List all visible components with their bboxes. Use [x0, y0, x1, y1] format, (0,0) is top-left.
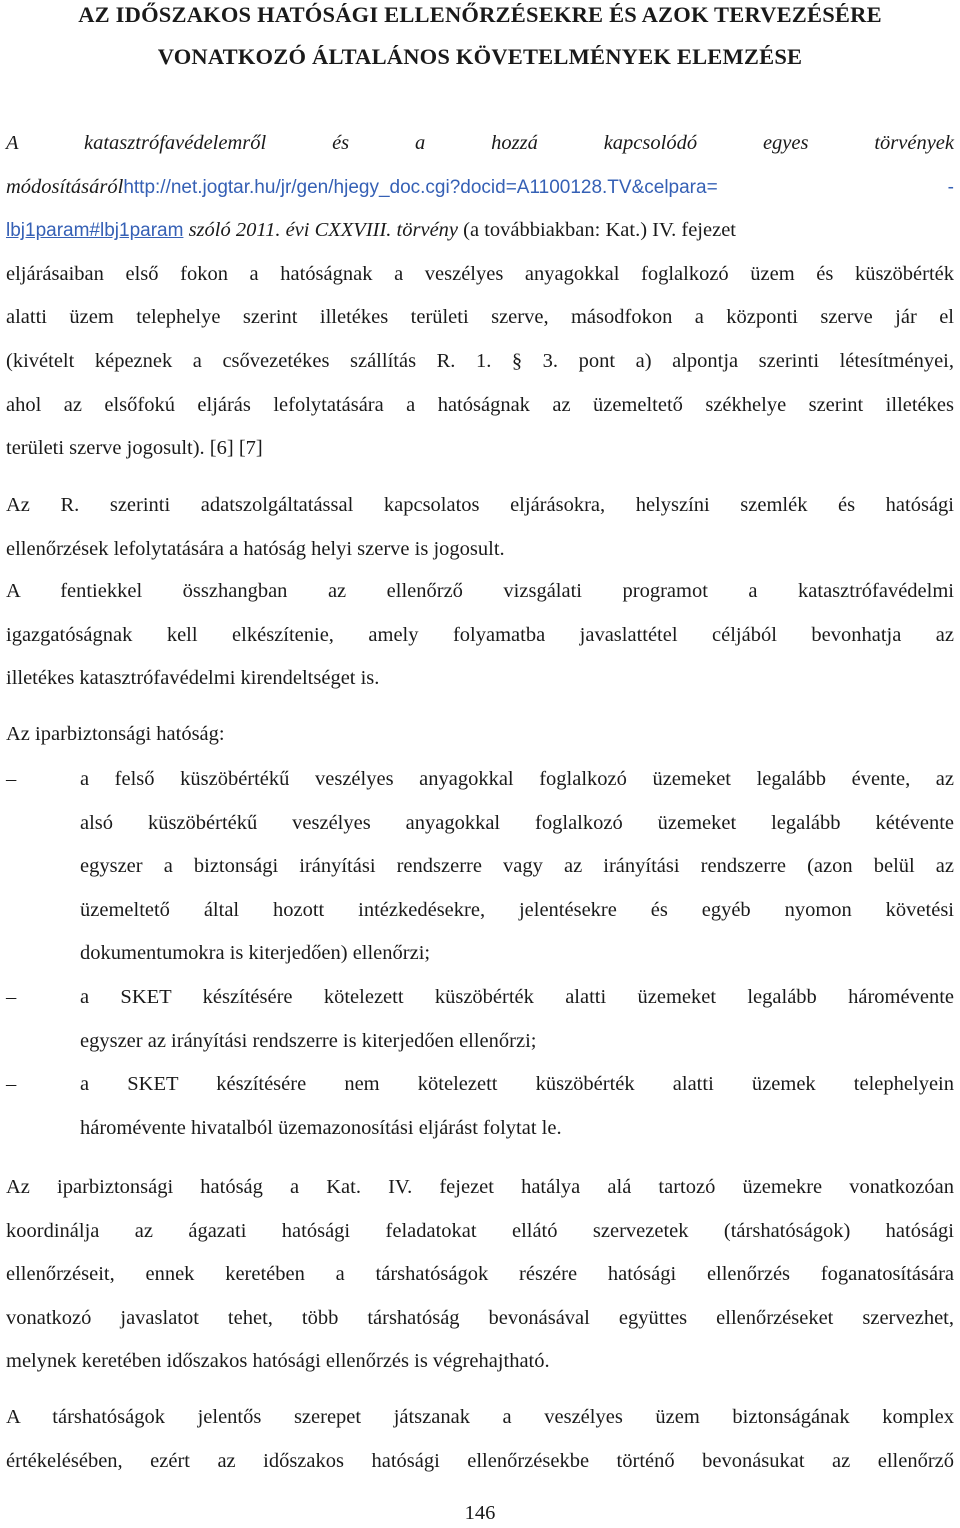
paragraph-line: ellenőrzéseit, ennek keretében a társhatóságok részére hatósági ellenőrzés foganatosítására	[6, 1263, 954, 1286]
list-item-line: egyszer a biztonsági irányítási rendszerre vagy az irányítási rendszerre (azon belül az	[80, 855, 954, 878]
list-item	[6, 758, 954, 976]
paragraph-coordination	[6, 1166, 954, 1384]
paragraph-line: Az iparbiztonsági hatóság:	[6, 723, 225, 745]
dash-bullet-icon: –	[6, 768, 17, 790]
list-item-line: a SKET készítésére kötelezett küszöbérték alatti üzemeket legalább háromévente	[80, 985, 954, 1008]
paragraph-line: illetékes katasztrófavédelmi kirendeltséget is.	[6, 667, 380, 690]
paragraph-line: A katasztrófavédelemről és a hozzá kapcsolódó egyes törvények	[6, 132, 954, 154]
paragraph-line: eljárásaiban első fokon a hatóságnak a veszélyes anyagokkal foglalkozó üzem és küszöbérték	[6, 262, 954, 285]
paragraph-line: ellenőrzések lefolytatására a hatóság helyi szerve is jogosult.	[6, 537, 505, 560]
heading-line-1: AZ IDŐSZAKOS HATÓSÁGI ELLENŐRZÉSEKRE ÉS AZOK TERVEZÉSÉRE	[78, 2, 882, 27]
page-number: 146	[464, 1502, 496, 1524]
paragraph-line: vonatkozó javaslatot tehet, több társhatóság bevonásával együttes ellenőrzéseket szervezhet,	[6, 1306, 954, 1329]
paragraph-data-reporting	[6, 484, 954, 571]
link-continuation[interactable]: -	[947, 176, 954, 198]
list-item-line: alsó küszöbértékű veszélyes anyagokkal foglalkozó üzemeket legalább kétévente	[80, 811, 954, 834]
jogtar-link-anchor[interactable]: lbj1param#lbj1param	[6, 220, 184, 242]
paragraph-inspection-program	[6, 570, 954, 701]
law-title-italic: szóló 2011. évi CXXVIII. törvény	[183, 219, 459, 242]
paragraph-line: (kivételt képeznek a csővezetékes szállítás R. 1. § 3. pont a) alpontja szerinti létesítményei,	[6, 349, 954, 372]
paragraph-line: területi szerve jogosult). [6] [7]	[6, 437, 263, 460]
paragraph-line: A társhatóságok jelentős szerepet játszanak a veszélyes üzem biztonságának komplex	[6, 1406, 954, 1428]
list-item-line: háromévente hivatalból üzemazonosítási eljárást folytat le.	[80, 1116, 562, 1139]
paragraph-line: A fentiekkel összhangban az ellenőrző vizsgálati programot a katasztrófavédelmi	[6, 580, 954, 602]
heading-line-2: VONATKOZÓ ÁLTALÁNOS KÖVETELMÉNYEK ELEMZÉSE	[157, 44, 803, 69]
paragraph-line: értékelésében, ezért az időszakos hatósági ellenőrzésekbe történő bevonásukat az ellenőrző	[6, 1449, 954, 1472]
paragraph-line: Az iparbiztonsági hatóság a Kat. IV. fejezet hatálya alá tartozó üzemekre vonatkozóan	[6, 1176, 954, 1198]
paragraph-line	[6, 166, 954, 210]
paragraph-line: igazgatóságnak kell elkészítenie, amely folyamatba javaslattétel céljából bevonhatja az	[6, 623, 954, 646]
list-item	[6, 1063, 954, 1150]
law-abbreviation-text: (a továbbiakban: Kat.) IV. fejezet	[458, 219, 736, 242]
list-item-line: a felső küszöbértékű veszélyes anyagokkal foglalkozó üzemeket legalább évente, az	[80, 768, 954, 790]
list-item	[6, 976, 954, 1063]
paragraph-line: koordinálja az ágazati hatósági feladatokat ellátó szervezetek (társhatóságok) hatósági	[6, 1219, 954, 1242]
paragraph-line: ahol az elsőfokú eljárás lefolytatására a hatóságnak az üzemeltető székhelye szerint illetékes	[6, 393, 954, 416]
paragraph-line: alatti üzem telephelye szerint illetékes területi szerve, másodfokon a központi szerve jár el	[6, 306, 954, 329]
paragraph-line: Az R. szerinti adatszolgáltatással kapcsolatos eljárásokra, helyszíni szemlék és hatósági	[6, 494, 954, 516]
list-item-line: dokumentumokra is kiterjedően) ellenőrzi;	[80, 942, 431, 965]
paragraph-partner-authorities	[6, 1396, 954, 1483]
list-item-line: egyszer az irányítási rendszerre is kiterjedően ellenőrzi;	[80, 1029, 537, 1052]
jogtar-link[interactable]: http://net.jogtar.hu/jr/gen/hjegy_doc.cgi?docid=A1100128.TV&celpara=	[123, 176, 718, 198]
dash-bullet-icon: –	[6, 985, 17, 1008]
authority-duties-list	[6, 758, 954, 1150]
list-item-line: a SKET készítésére nem kötelezett küszöbérték alatti üzemek telephelyein	[80, 1073, 954, 1096]
italic-text: módosításáról	[6, 175, 124, 198]
paragraph-kat-law	[6, 122, 954, 471]
dash-bullet-icon: –	[6, 1073, 17, 1096]
paragraph-line	[6, 209, 954, 253]
list-item-line: üzemeltető által hozott intézkedésekre, jelentésekre és egyéb nyomon követési	[80, 898, 954, 921]
paragraph-authority-intro	[6, 713, 954, 757]
paragraph-line: melynek keretében időszakos hatósági ellenőrzés is végrehajtható.	[6, 1350, 550, 1373]
